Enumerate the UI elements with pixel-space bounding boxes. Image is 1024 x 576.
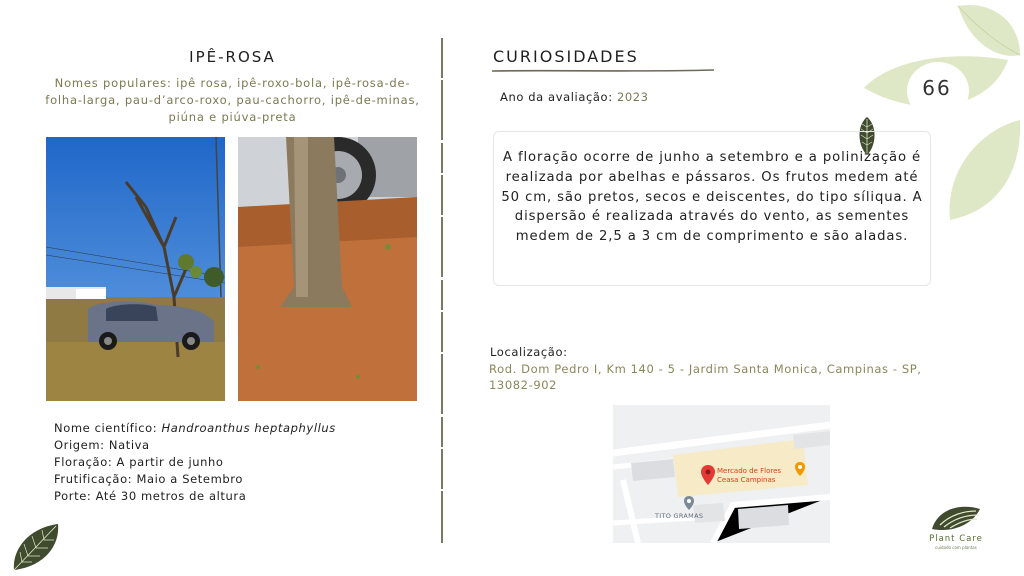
scientific-name: Nome científico: Handroanthus heptaphyllus xyxy=(54,421,336,435)
location-map[interactable] xyxy=(613,405,830,543)
title-underline xyxy=(492,68,714,74)
section-title: CURIOSIDADES xyxy=(493,47,639,66)
plant-care-logo-icon xyxy=(930,503,982,533)
tree-photo xyxy=(46,137,225,401)
page-number: 66 xyxy=(922,76,952,100)
brand-name: Plant Care xyxy=(929,534,983,544)
species-facts xyxy=(54,420,336,505)
vertical-divider xyxy=(440,38,444,543)
scientific-name-value: Handroanthus heptaphyllus xyxy=(161,421,336,435)
map-poi-label[interactable]: Mercado de Flores Ceasa Campinas xyxy=(717,467,782,484)
location-address: Rod. Dom Pedro I, Km 140 - 5 - Jardim Santa Monica, Campinas - SP, 13082-902 xyxy=(489,362,922,392)
evaluation-year-value: 2023 xyxy=(616,90,649,104)
origin: Origem: Nativa xyxy=(54,438,150,452)
food-pin-icon xyxy=(795,462,805,476)
curiosity-text: A floração ocorre de junho a setembro e a polinização é realizada por abelhas e pássaros. Os frutos medem até 50 cm, são pretos, secos e deiscentes, do tipo síliqua. A dispersão é realizada através do vento, as sementes medem de 2,5 a 3 cm de comprimento e são aladas. xyxy=(501,150,923,245)
map-pin-icon[interactable] xyxy=(701,465,715,485)
location-label: Localização: xyxy=(490,345,568,359)
brand-tagline: cuidado com plantas xyxy=(935,545,977,550)
trunk-photo xyxy=(238,137,417,401)
fruiting: Frutificação: Maio a Setembro xyxy=(54,472,243,486)
gray-pin-icon xyxy=(684,496,694,510)
evaluation-year: Ano da avaliação: 2023 xyxy=(500,90,649,104)
bottom-leaf-icon xyxy=(10,522,62,572)
species-title: IPÊ-ROSA xyxy=(189,48,276,66)
size: Porte: Até 30 metros de altura xyxy=(54,489,247,503)
popular-names: Nomes populares: ipê rosa, ipê-roxo-bola, ipê-rosa-de-folha-larga, pau-d’arco-roxo, pau-cachorro, ipê-de-minas, piúna e piúva-preta xyxy=(45,76,420,124)
flowering: Floração: A partir de junho xyxy=(54,455,224,469)
map-secondary-label: TITO GRAMAS xyxy=(655,512,704,520)
